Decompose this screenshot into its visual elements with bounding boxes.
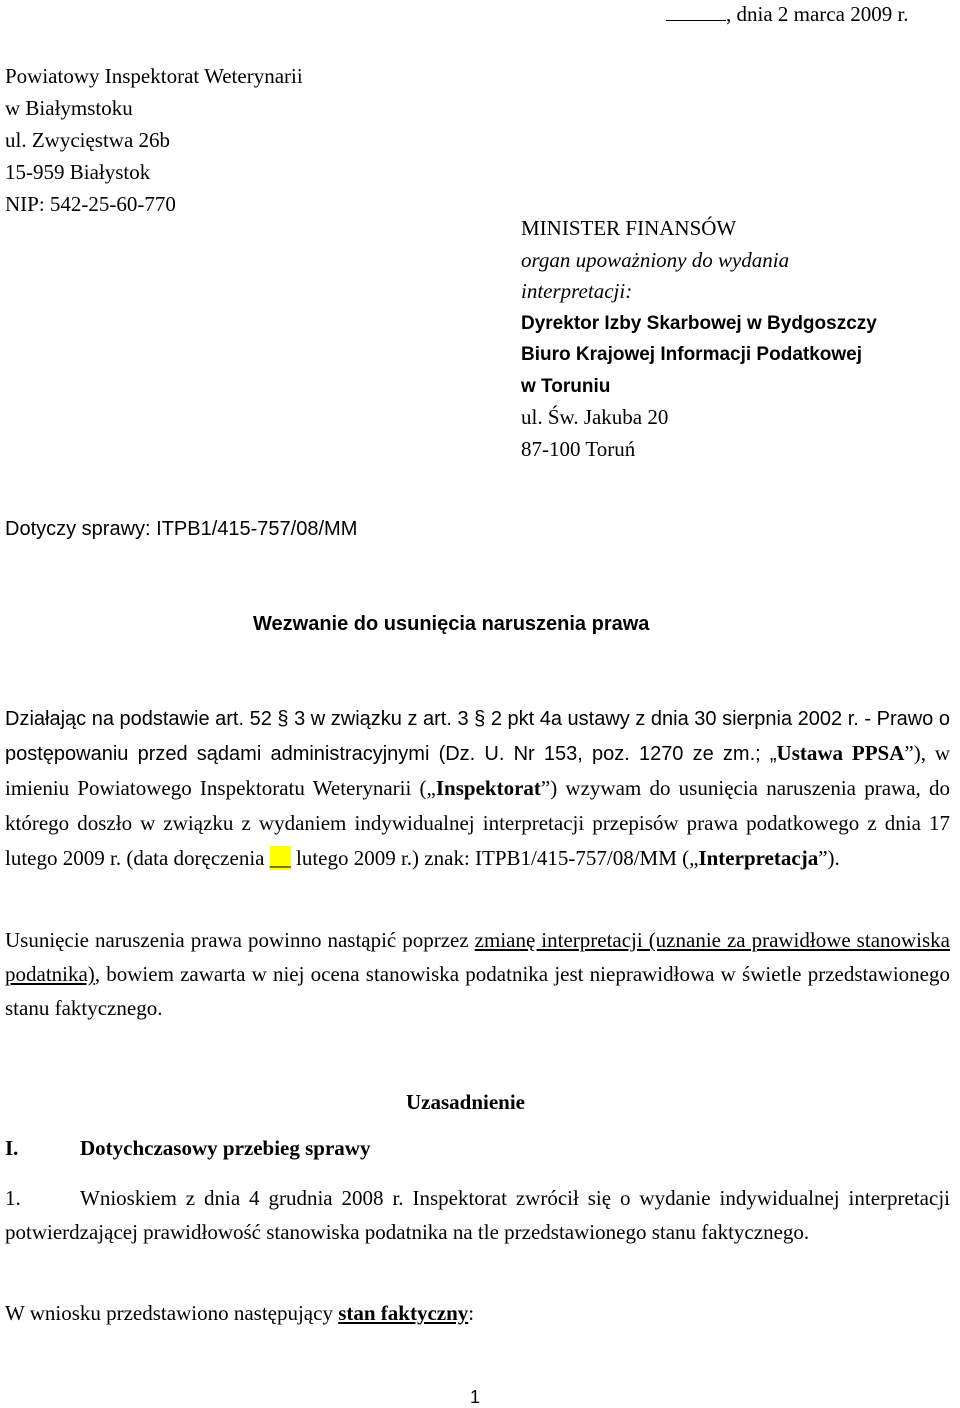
p1-text-5: ”) wzywam do usunięcia naruszenia prawa, do którego doszło w związku z wydaniem indywidualnej interpretacji przepisów prawa podatkowego z dnia 17 lutego 2009 r. (data doręczenia [5, 776, 950, 870]
sender-line-5: NIP: 542-25-60-770 [5, 192, 176, 216]
sender-line-4: 15-959 Białystok [5, 160, 151, 184]
p1-text-3: ”), w imieniu Powiatowego Inspektoratu Weterynarii („ [5, 741, 951, 800]
recipient-line-5: Biuro Krajowej Informacji Podatkowej [521, 344, 863, 365]
justification-heading: Uzasadnienie [406, 1090, 526, 1114]
recipient-block [521, 213, 877, 465]
highlighted-blank: __ [269, 846, 291, 870]
point-1-paragraph [5, 1181, 950, 1249]
case-reference: Dotyczy sprawy: ITPB1/415-757/08/MM [5, 518, 358, 540]
recipient-line-7: ul. Św. Jakuba 20 [521, 405, 669, 429]
document-title: Wezwanie do usunięcia naruszenia prawa [253, 613, 650, 635]
section-title: Dotychczasowy przebieg sprawy [80, 1136, 371, 1160]
page-number: 1 [470, 1387, 481, 1407]
section-heading [5, 1136, 370, 1161]
defined-term-ustawa-ppsa: Ustawa PPSA [776, 741, 905, 765]
p2-text-3: , bowiem zawarta w niej ocena stanowiska podatnika jest nieprawidłowa w świetle przedstawionego stanu faktycznego. [5, 962, 950, 1020]
point-1-text: Wnioskiem z dnia 4 grudnia 2008 r. Inspektorat zwrócił się o wydanie indywidualnej interpretacji potwierdzającej prawidłowość stanowiska podatnika na tle przedstawionego stanu faktycznego. [5, 1186, 950, 1244]
recipient-line-1: MINISTER FINANSÓW [521, 216, 737, 240]
sender-line-1: Powiatowy Inspektorat Weterynarii [5, 64, 303, 88]
sender-line-3: ul. Zwycięstwa 26b [5, 128, 171, 152]
p2-text-1: Usunięcie naruszenia prawa powinno nastąpić poprzez [5, 928, 475, 952]
recipient-line-3: interpretacji: [521, 279, 633, 303]
p2-underlined-remedy: zmianę interpretacji (uznanie za prawidłowe stanowiska podatnika) [5, 928, 951, 986]
date-line [666, 2, 909, 27]
section-number: I. [5, 1136, 19, 1160]
p1-text-9: ”). [818, 846, 840, 870]
p1-text-7: lutego 2009 r.) znak: ITPB1/415-757/08/MM („ [290, 846, 699, 870]
sender-line-2: w Białymstoku [5, 96, 133, 120]
defined-term-inspektorat: Inspektorat [435, 776, 541, 800]
sender-block [5, 60, 303, 220]
recipient-line-6: w Toruniu [521, 375, 611, 397]
recipient-line-4: Dyrektor Izby Skarbowej w Bydgoszczy [521, 312, 877, 334]
recipient-line-8: 87-100 Toruń [521, 436, 636, 461]
paragraph-facts-intro [5, 1296, 950, 1330]
recipient-line-2: organ upoważniony do wydania [521, 247, 790, 272]
p3-stan-faktyczny: stan faktyczny [338, 1301, 469, 1325]
p1-text-1: Działając na podstawie art. 52 § 3 w związku z art. 3 § 2 pkt 4a ustawy z dnia 30 sierpnia 2002 r. - Prawo o postępowaniu przed sądami administracyjnymi (Dz. U. Nr 153, poz. 1270 ze zm.; „ [5, 708, 950, 765]
defined-term-interpretacja: Interpretacja [698, 846, 819, 870]
point-1-number: 1. [5, 1186, 21, 1210]
date-text: , dnia 2 marca 2009 r. [726, 2, 909, 26]
p3-text-1: W wniosku przedstawiono następujący [5, 1301, 339, 1325]
paragraph-request [5, 702, 950, 876]
paragraph-remedy [5, 923, 950, 1025]
date-blank [666, 2, 726, 21]
p3-text-3: : [468, 1301, 475, 1325]
